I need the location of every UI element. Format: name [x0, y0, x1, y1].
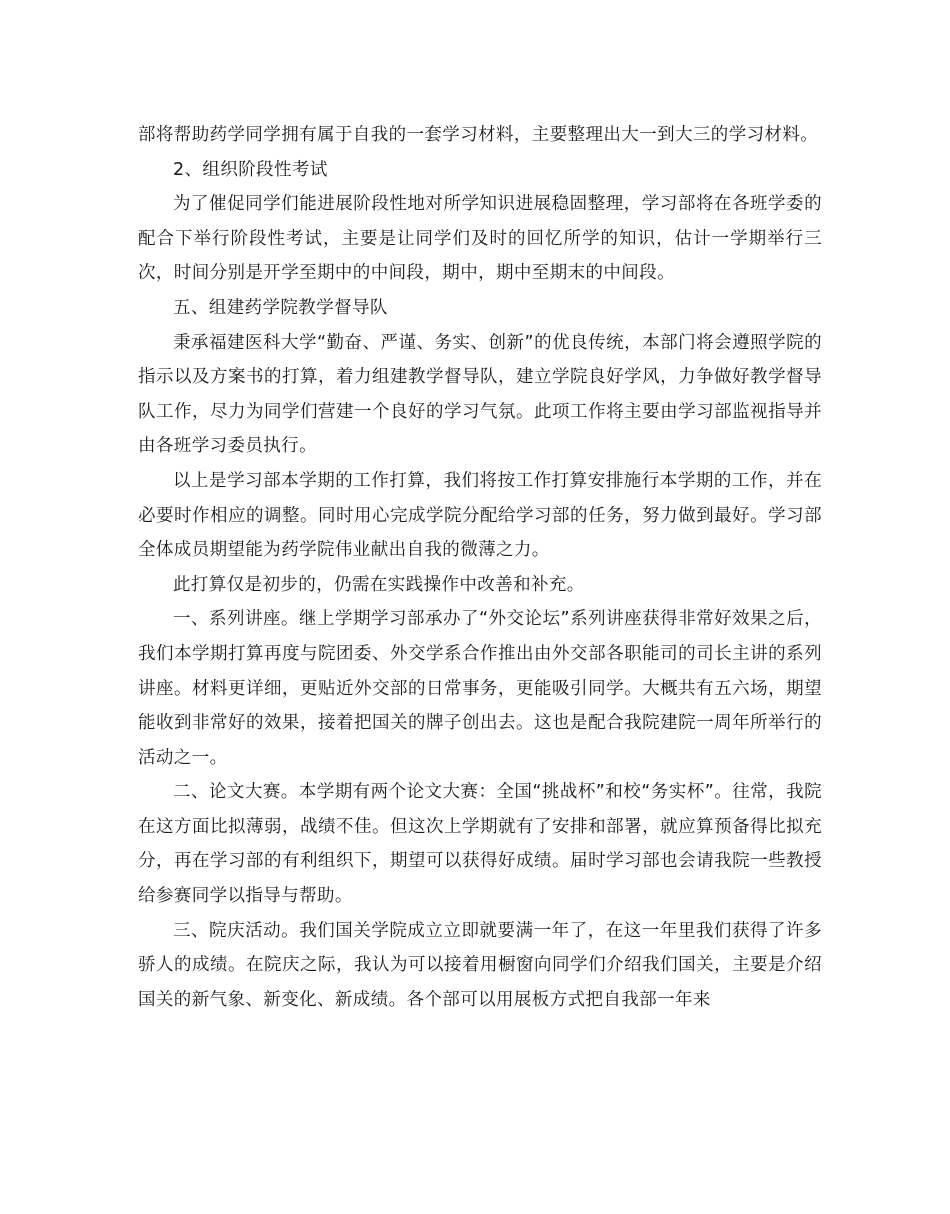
heading-staged-exams: 2、组织阶段性考试 [173, 159, 328, 180]
paragraph-anniversary: 三、院庆活动。我们国关学院成立立即就要满一年了，在这一年里我们获得了许多骄人的成绩。在院庆之际，我认为可以接着用橱窗向同学们介绍我们国关，主要是介绍国关的新气象、新变化、新成绩。各个部可以用展板方式把自我部一年来 [138, 920, 822, 1010]
paragraph-preliminary-note: 此打算仅是初步的，仍需在实践操作中改善和补充。 [173, 574, 585, 595]
heading-supervision-team: 五、组建药学院教学督导队 [173, 297, 388, 318]
paragraph-study-materials: 部将帮助药学同学拥有属于自我的一套学习材料，主要整理出大一到大三的学习材料。 [138, 125, 819, 145]
paragraph-essay-contest: 二、论文大赛。本学期有两个论文大赛：全国“挑战杯”和校“务实杯”。往常，我院在这方面比拟薄弱，战绩不佳。但这次上学期就有了安排和部署，就应算预备得比拟充分，再在学习部的有利组织下，期望可以获得好成绩。届时学习部也会请我院一些教授给参赛同学以指导与帮助。 [138, 782, 822, 907]
paragraph-supervision-team: 秉承福建医科大学“勤奋、严谨、务实、创新”的优良传统，本部门将会遵照学院的指示以及方案书的打算，着力组建教学督导队，建立学院良好学风，力争做好教学督导队工作，尽力为同学们营建一个良好的学习气氛。此项工作将主要由学习部监视指导并由各班学习委员执行。 [138, 332, 822, 457]
document-body [138, 118, 822, 1017]
paragraph-staged-exams: 为了催促同学们能进展阶段性地对所学知识进展稳固整理，学习部将在各班学委的配合下举行阶段性考试，主要是让同学们及时的回忆所学的知识，估计一学期举行三次，时间分别是开学至期中的中间段，期中，期中至期末的中间段。 [138, 194, 822, 284]
paragraph-lecture-series: 一、系列讲座。继上学期学习部承办了“外交论坛”系列讲座获得非常好效果之后，我们本学期打算再度与院团委、外交学系合作推出由外交部各职能司的司长主讲的系列讲座。材料更详细，更贴近外交部的日常事务，更能吸引同学。大概共有五六场，期望能收到非常好的效果，接着把国关的牌子创出去。这也是配合我院建院一周年所举行的活动之一。 [138, 609, 822, 768]
paragraph-summary: 以上是学习部本学期的工作打算，我们将按工作打算安排施行本学期的工作，并在必要时作相应的调整。同时用心完成学院分配给学习部的任务，努力做到最好。学习部全体成员期望能为药学院伟业献出自我的微薄之力。 [138, 470, 822, 561]
